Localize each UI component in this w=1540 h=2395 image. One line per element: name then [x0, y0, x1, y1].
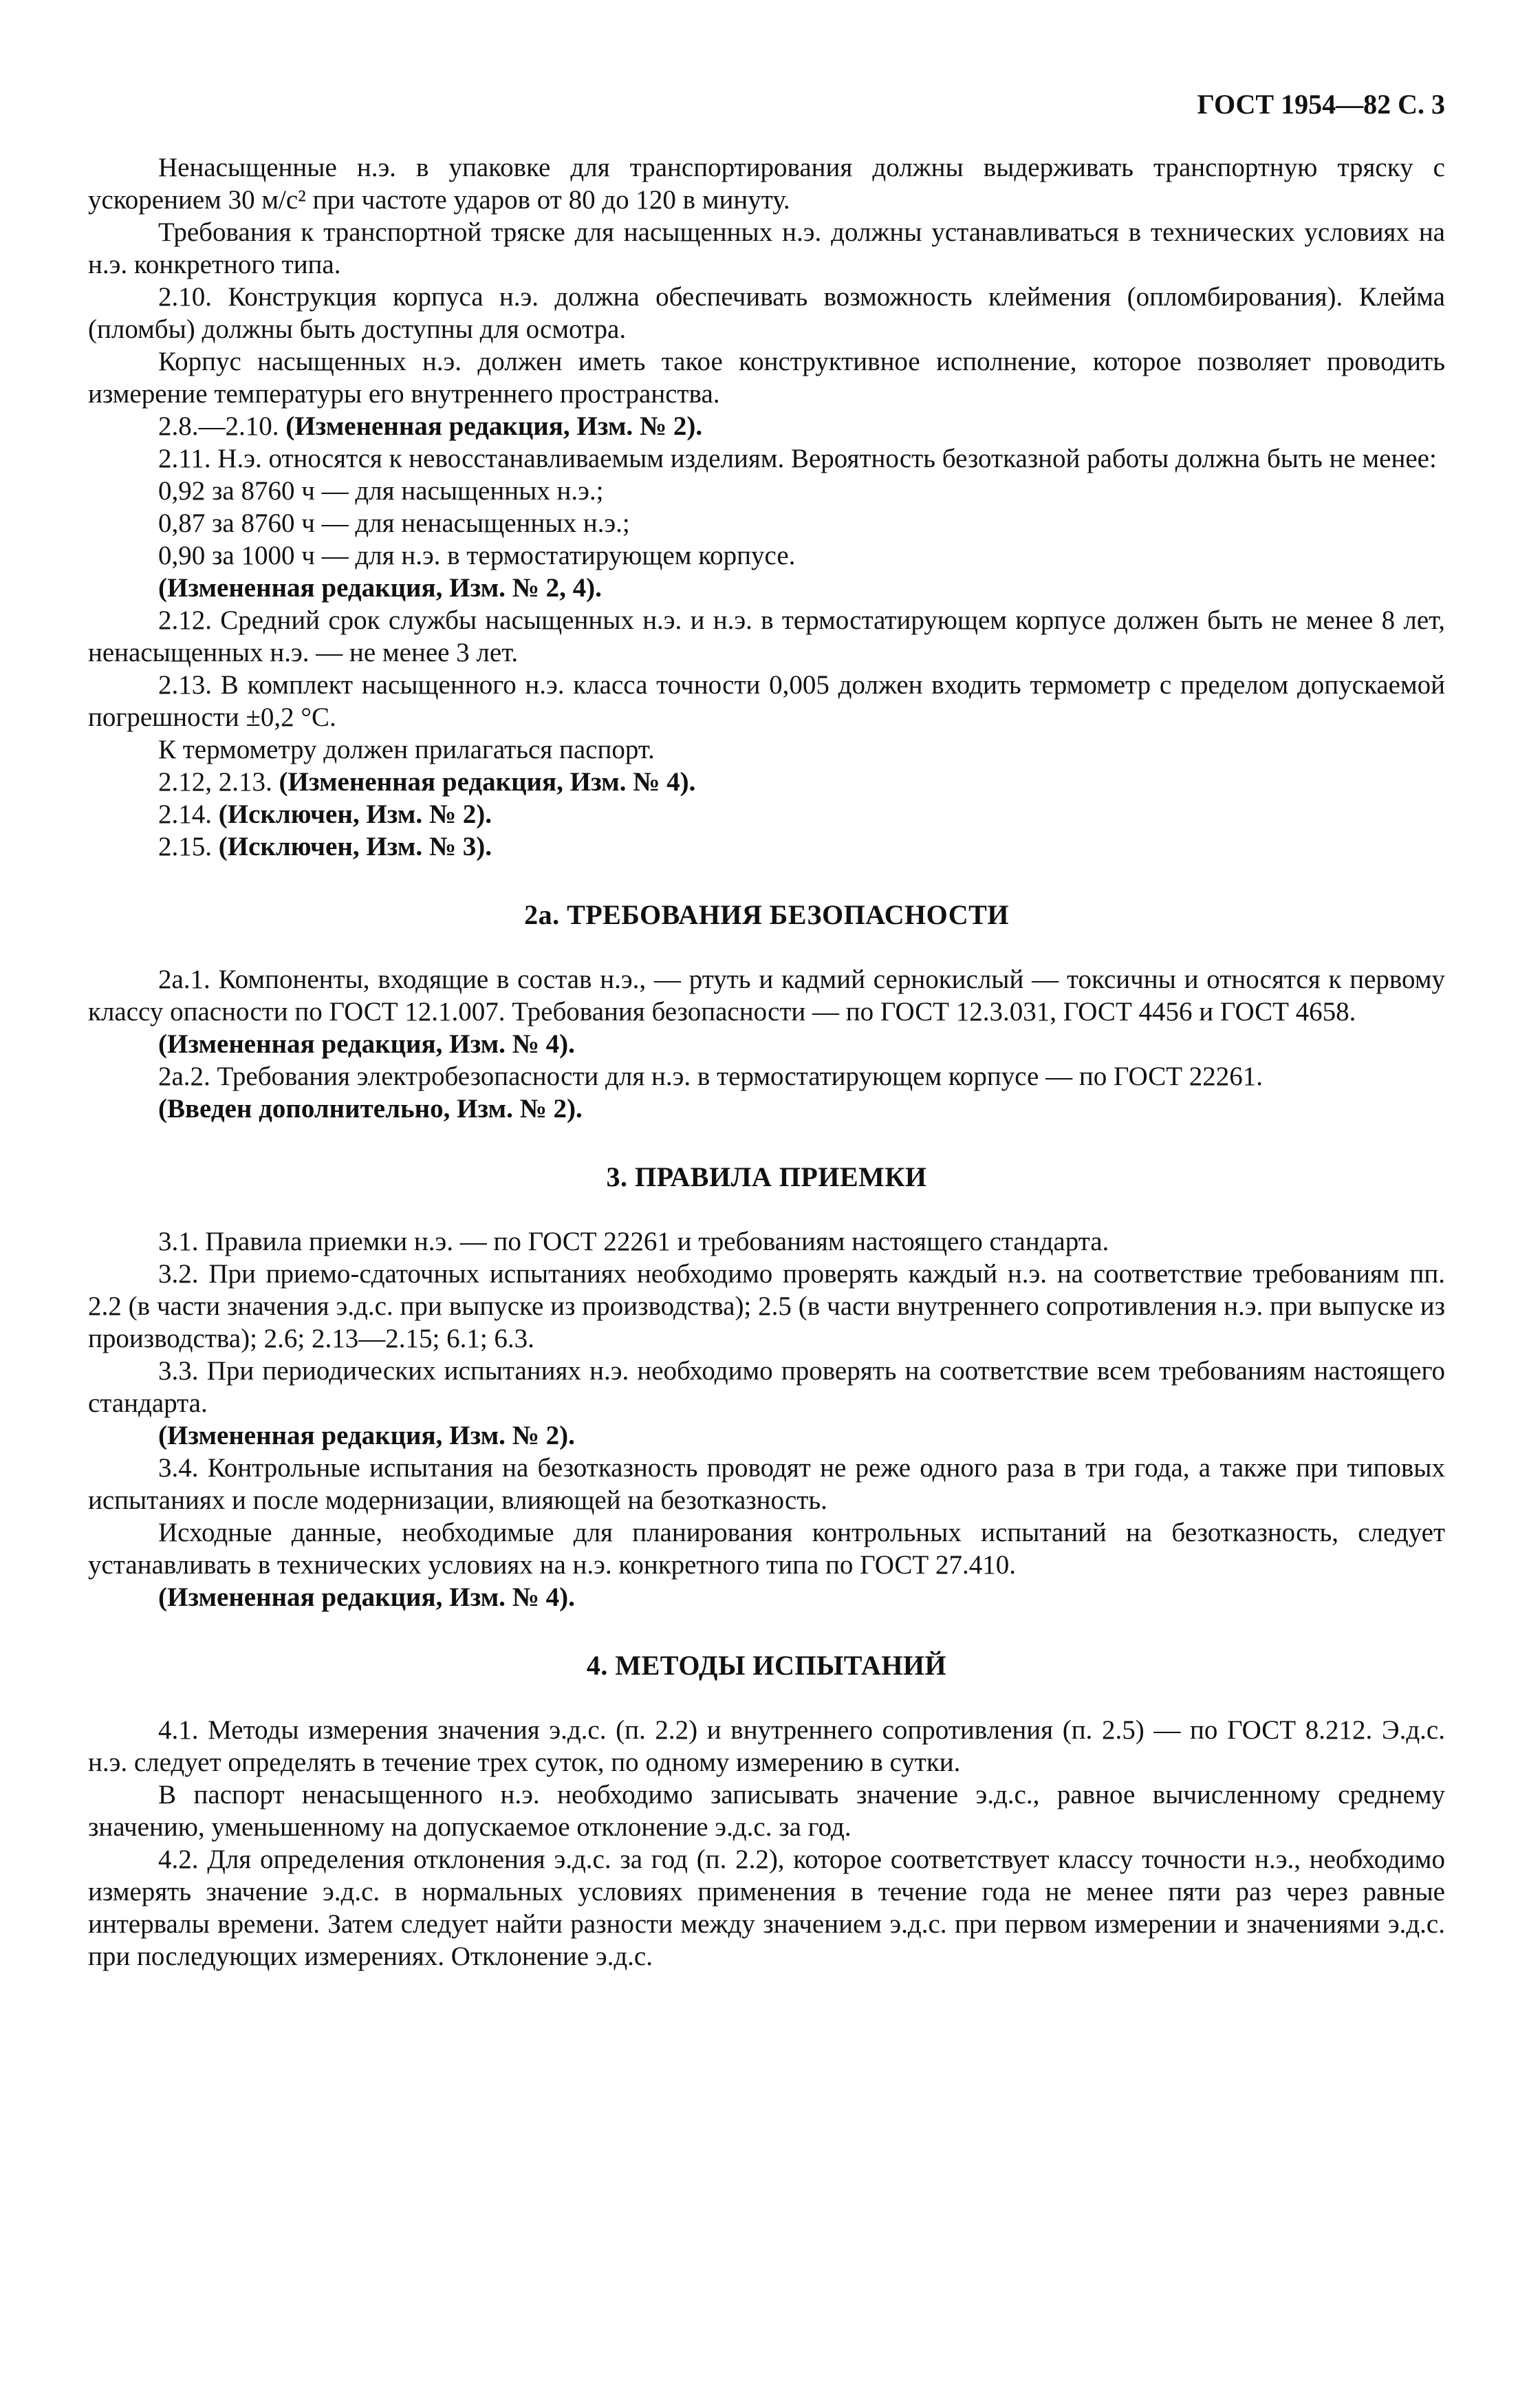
paragraph: 2а.2. Требования электробезопасности для н.э. в термостатирующем корпусе — по ГОСТ 22261. [158, 1062, 1264, 1091]
paragraph: 2.13. В комплект насыщенного н.э. класса точности 0,005 должен входить термометр с пределом допускаемой погрешности ±0,2 °С. [88, 670, 1445, 732]
paragraph: 3.3. При периодических испытаниях н.э. необходимо проверять на соответствие всем требованиям настоящего стандарта. [88, 1356, 1445, 1418]
paragraph: 2.11. Н.э. относятся к невосстанавливаемым изделиям. Вероятность безотказной работы должна быть не менее: [158, 444, 1437, 473]
paragraph: В паспорт ненасыщенного н.э. необходимо записывать значение э.д.с., равное вычисленному среднему значению, уменьшенному на допускаемое отклонение э.д.с. за год. [88, 1780, 1445, 1842]
amendment-note [88, 798, 1445, 830]
amendment-note [88, 1419, 1445, 1452]
list-item: 0,92 за 8760 ч — для насыщенных н.э.; [158, 476, 604, 506]
note-bold: (Исключен, Изм. № 2). [218, 799, 492, 829]
note-bold: (Измененная редакция, Изм. № 4). [279, 767, 696, 797]
paragraph: 3.2. При приемо-сдаточных испытаниях необходимо проверять каждый н.э. на соответствие требованиям пп. 2.2 (в части значения э.д.с. при выпуске из производства); 2.5 (в части внутреннего сопротивления н.э. при выпуске из производства); 2.6; 2.13—2.15; 6.1; 6.3. [88, 1259, 1445, 1353]
section-heading: 4. МЕТОДЫ ИСПЫТАНИЙ [586, 1650, 947, 1681]
paragraph: 4.1. Методы измерения значения э.д.с. (п. 2.2) и внутреннего сопротивления (п. 2.5) — по ГОСТ 8.212. Э.д.с. н.э. следует определять в течение трех суток, по одному измерению в сутки. [88, 1715, 1445, 1777]
paragraph: 2.12. Средний срок службы насыщенных н.э. и н.э. в термостатирующем корпусе должен быть не менее 8 лет, ненасыщенных н.э. — не менее 3 лет. [88, 605, 1445, 667]
paragraph: 3.4. Контрольные испытания на безотказность проводят не реже одного раза в три года, а также при типовых испытаниях и после модернизации, влияющей на безотказность. [88, 1453, 1445, 1515]
note-bold: (Исключен, Изм. № 3). [218, 832, 492, 861]
note-bold: (Введен дополнительно, Изм. № 2). [158, 1094, 583, 1124]
paragraph: Корпус насыщенных н.э. должен иметь такое конструктивное исполнение, которое позволяет проводить измерение температуры его внутреннего пространства. [88, 347, 1445, 409]
amendment-note [88, 1093, 1445, 1125]
amendment-note [88, 410, 1445, 442]
note-bold: (Измененная редакция, Изм. № 2). [285, 411, 703, 441]
paragraph: Ненасыщенные н.э. в упаковке для транспортирования должны выдерживать транспортную тряску с ускорением 30 м/с² при частоте ударов от 80 до 120 в минуту. [88, 153, 1445, 215]
paragraph: 4.2. Для определения отклонения э.д.с. за год (п. 2.2), которое соответствует классу точности н.э., необходимо измерять значение э.д.с. в нормальных условиях применения в течение года не менее пяти раз через равные интервалы времени. Затем следует найти разности между значением э.д.с. при первом измерении и значениями э.д.с. при последующих измерениях. Отклонение э.д.с. [88, 1845, 1445, 1971]
amendment-note [88, 830, 1445, 863]
list-item: 0,90 за 1000 ч — для н.э. в термостатирующем корпусе. [158, 541, 796, 570]
paragraph: 2а.1. Компоненты, входящие в состав н.э., — ртуть и кадмий сернокислый — токсичны и относятся к первому классу опасности по ГОСТ 12.1.007. Требования безопасности — по ГОСТ 12.3.031, ГОСТ 4456 и ГОСТ 4658. [88, 965, 1445, 1027]
amendment-note [88, 1028, 1445, 1060]
paragraph: Требования к транспортной тряске для насыщенных н.э. должны устанавливаться в технических условиях на н.э. конкретного типа. [88, 217, 1445, 279]
note-lead: 2.15. [158, 832, 219, 861]
paragraph: 2.10. Конструкция корпуса н.э. должна обеспечивать возможность клеймения (опломбирования). Клейма (пломбы) должны быть доступны для осмотра. [88, 282, 1445, 344]
amendment-note [88, 766, 1445, 798]
note-lead: 2.8.—2.10. [158, 411, 286, 441]
amendment-note [88, 572, 1445, 604]
note-lead: 2.14. [158, 799, 219, 829]
paragraph: Исходные данные, необходимые для планирования контрольных испытаний на безотказность, следует устанавливать в технических условиях на н.э. конкретного типа по ГОСТ 27.410. [88, 1518, 1445, 1580]
note-bold: (Измененная редакция, Изм. № 2). [158, 1421, 575, 1450]
note-bold: (Измененная редакция, Изм. № 4). [158, 1582, 575, 1612]
paragraph: К термометру должен прилагаться паспорт. [158, 735, 655, 764]
note-bold: (Измененная редакция, Изм. № 4). [158, 1029, 575, 1059]
section-heading: 2а. ТРЕБОВАНИЯ БЕЗОПАСНОСТИ [524, 899, 1009, 930]
section-heading: 3. ПРАВИЛА ПРИЕМКИ [606, 1161, 927, 1192]
note-lead: 2.12, 2.13. [158, 767, 279, 797]
list-item: 0,87 за 8760 ч — для ненасыщенных н.э.; [158, 508, 630, 538]
amendment-note [88, 1581, 1445, 1613]
paragraph: 3.1. Правила приемки н.э. — по ГОСТ 22261 и требованиям настоящего стандарта. [158, 1227, 1109, 1256]
running-header: ГОСТ 1954—82 С. 3 [1197, 89, 1445, 120]
note-bold: (Измененная редакция, Изм. № 2, 4). [158, 573, 602, 603]
